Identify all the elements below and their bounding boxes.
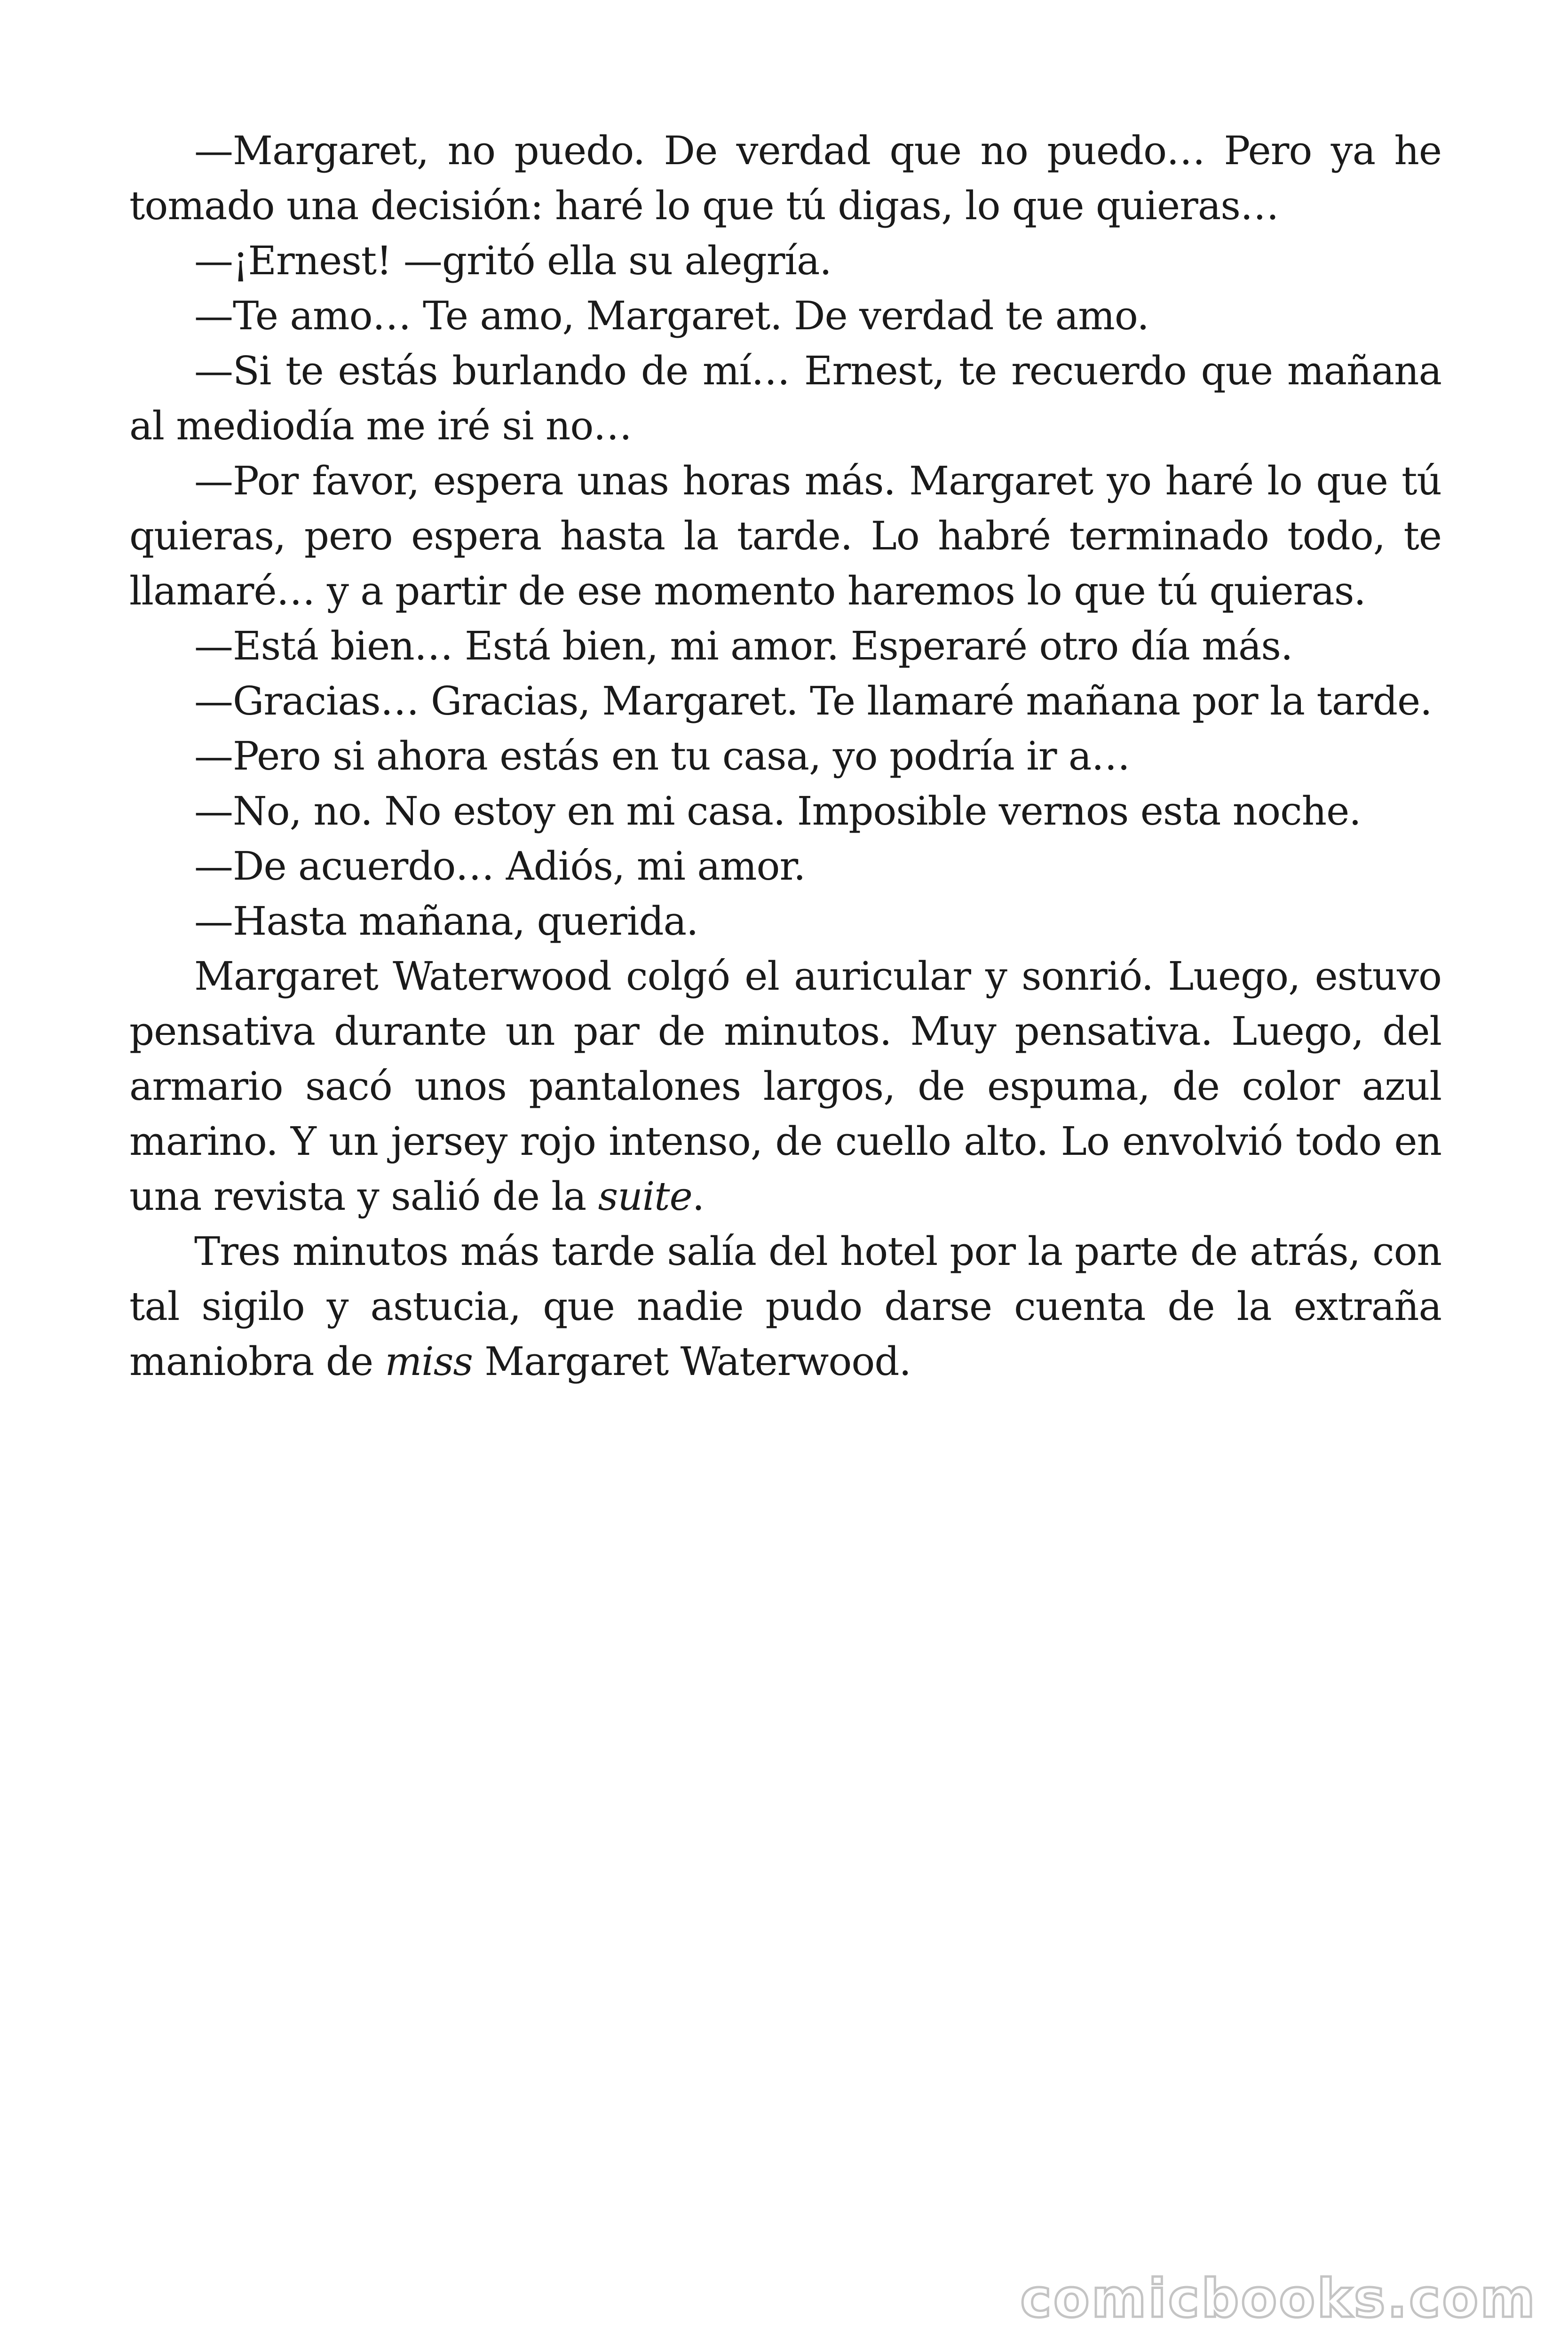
paragraph: —Gracias… Gracias, Margaret. Te llamaré mañana por la tarde. bbox=[194, 678, 1432, 724]
paragraph-text: Margaret Waterwood colgó el auricular y sonrió. Luego, estuvo pensativa durante un par de minutos. Muy pensativa. Luego, del armario sacó unos pantalones largos, de espuma, de color azul marino. Y un jersey rojo intenso, de cuello alto. Lo envolvió todo en una revista y salió de la bbox=[129, 954, 1441, 1219]
paragraph-text: . bbox=[692, 1174, 705, 1219]
paragraph: —No, no. No estoy en mi casa. Imposible vernos esta noche. bbox=[194, 788, 1361, 834]
paragraph bbox=[129, 949, 1441, 1224]
paragraph: —De acuerdo… Adiós, mi amor. bbox=[194, 843, 806, 889]
paragraph: —Margaret, no puedo. De verdad que no puedo… Pero ya he tomado una decisión: haré lo que tú digas, lo que quieras… bbox=[129, 128, 1441, 229]
paragraph: —Si te estás burlando de mí… Ernest, te recuerdo que mañana al mediodía me iré si no… bbox=[129, 348, 1441, 449]
paragraph: —¡Ernest! —gritó ella su alegría. bbox=[194, 238, 832, 284]
paragraph-text: Margaret Waterwood. bbox=[472, 1339, 911, 1384]
paragraph: —Te amo… Te amo, Margaret. De verdad te amo. bbox=[194, 293, 1149, 339]
paragraph: —Hasta mañana, querida. bbox=[194, 898, 698, 944]
watermark: comicbooks.com bbox=[1020, 2268, 1537, 2329]
italic-word: miss bbox=[385, 1339, 473, 1384]
paragraph: —Está bien… Está bien, mi amor. Esperaré otro día más. bbox=[194, 623, 1293, 669]
paragraph-text: Tres minutos más tarde salía del hotel por la parte de atrás, con tal sigilo y astucia, que nadie pudo darse cuenta de la extraña maniobra de bbox=[129, 1229, 1441, 1384]
paragraph: —Pero si ahora estás en tu casa, yo podría ir a… bbox=[194, 733, 1130, 779]
italic-word: suite bbox=[598, 1174, 692, 1219]
paragraph bbox=[129, 1224, 1441, 1389]
body-text bbox=[129, 123, 1441, 1389]
paragraph: —Por favor, espera unas horas más. Margaret yo haré lo que tú quieras, pero espera hasta la tarde. Lo habré terminado todo, te llamaré… y a partir de ese momento haremos lo que tú quieras. bbox=[129, 458, 1441, 614]
